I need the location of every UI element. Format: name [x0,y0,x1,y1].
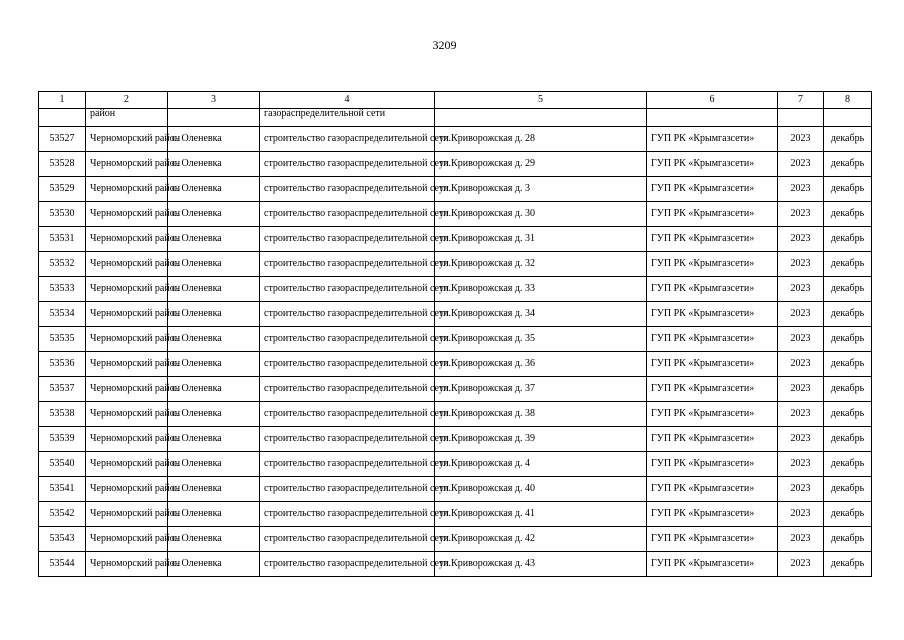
cell-num: 53539 [39,427,86,452]
cell-year: 2023 [778,327,824,352]
cell-num: 53534 [39,302,86,327]
cell-address: ул.Криворожская д. 39 [435,427,647,452]
cell-settlement: с. Оленевка [168,477,260,502]
cell-month: декабрь [824,227,872,252]
column-header: 8 [824,92,872,109]
cell-settlement: с. Оленевка [168,352,260,377]
cell-year [778,109,824,127]
cell-org: ГУП РК «Крымгазсети» [647,152,778,177]
cell-work: строительство газораспределительной сети [260,127,435,152]
cell-num: 53540 [39,452,86,477]
cell-work: строительство газораспределительной сети [260,327,435,352]
cell-address: ул.Криворожская д. 28 [435,127,647,152]
cell-settlement: с. Оленевка [168,127,260,152]
cell-year: 2023 [778,352,824,377]
cell-year: 2023 [778,552,824,577]
cell-num: 53527 [39,127,86,152]
cell-org: ГУП РК «Крымгазсети» [647,202,778,227]
cell-work: строительство газораспределительной сети [260,227,435,252]
cell-num: 53533 [39,277,86,302]
table-row [39,402,872,427]
cell-month: декабрь [824,552,872,577]
table-row [39,302,872,327]
cell-district: Черноморский район [86,402,168,427]
cell-work: строительство газораспределительной сети [260,277,435,302]
cell-address [435,109,647,127]
cell-work: строительство газораспределительной сети [260,302,435,327]
cell-district: Черноморский район [86,552,168,577]
cell-district: Черноморский район [86,502,168,527]
cell-month: декабрь [824,127,872,152]
table-row [39,552,872,577]
column-header-row [39,92,872,109]
cell-org: ГУП РК «Крымгазсети» [647,377,778,402]
cell-org: ГУП РК «Крымгазсети» [647,452,778,477]
table-row [39,452,872,477]
cell-work: строительство газораспределительной сети [260,152,435,177]
cell-num: 53542 [39,502,86,527]
cell-num: 53536 [39,352,86,377]
cell-month: декабрь [824,402,872,427]
cell-settlement: с. Оленевка [168,402,260,427]
table-row [39,377,872,402]
cell-district: Черноморский район [86,227,168,252]
cell-month: декабрь [824,427,872,452]
data-table [38,91,872,577]
cell-work: строительство газораспределительной сети [260,177,435,202]
cell-work: строительство газораспределительной сети [260,402,435,427]
cell-address: ул.Криворожская д. 42 [435,527,647,552]
cell-address: ул.Криворожская д. 34 [435,302,647,327]
cell-org: ГУП РК «Крымгазсети» [647,402,778,427]
cell-settlement: с. Оленевка [168,302,260,327]
cell-month: декабрь [824,302,872,327]
table-row [39,502,872,527]
cell-year: 2023 [778,152,824,177]
cell-district: Черноморский район [86,277,168,302]
cell-month: декабрь [824,202,872,227]
cell-month: декабрь [824,352,872,377]
table-row [39,252,872,277]
cell-month: декабрь [824,527,872,552]
cell-num: 53535 [39,327,86,352]
cell-work: строительство газораспределительной сети [260,527,435,552]
cell-district: Черноморский район [86,127,168,152]
cell-work: строительство газораспределительной сети [260,477,435,502]
cell-district: Черноморский район [86,377,168,402]
cell-settlement: с. Оленевка [168,552,260,577]
cell-year: 2023 [778,277,824,302]
cell-year: 2023 [778,302,824,327]
cell-month: декабрь [824,177,872,202]
cell-address: ул.Криворожская д. 43 [435,552,647,577]
cell-work: строительство газораспределительной сети [260,202,435,227]
table-row [39,227,872,252]
cell-year: 2023 [778,402,824,427]
cell-work: строительство газораспределительной сети [260,502,435,527]
cell-org: ГУП РК «Крымгазсети» [647,527,778,552]
column-header: 2 [86,92,168,109]
cell-year: 2023 [778,227,824,252]
cell-district: Черноморский район [86,427,168,452]
cell-work: строительство газораспределительной сети [260,377,435,402]
cell-settlement: с. Оленевка [168,527,260,552]
cell-work: строительство газораспределительной сети [260,252,435,277]
cell-work: строительство газораспределительной сети [260,552,435,577]
cell-settlement: с. Оленевка [168,277,260,302]
cell-year: 2023 [778,127,824,152]
cell-address: ул.Криворожская д. 35 [435,327,647,352]
cell-address: ул.Криворожская д. 29 [435,152,647,177]
cell-num: 53530 [39,202,86,227]
cell-month: декабрь [824,377,872,402]
page-number: 3209 [432,38,457,52]
cell-settlement: с. Оленевка [168,152,260,177]
cell-num: 53528 [39,152,86,177]
cell-org: ГУП РК «Крымгазсети» [647,252,778,277]
table-row [39,477,872,502]
cell-address: ул.Криворожская д. 40 [435,477,647,502]
cell-month [824,109,872,127]
cell-year: 2023 [778,477,824,502]
cell-district: Черноморский район [86,477,168,502]
cell-year: 2023 [778,377,824,402]
cell-year: 2023 [778,452,824,477]
cell-settlement: с. Оленевка [168,252,260,277]
cell-settlement: с. Оленевка [168,177,260,202]
cell-district: Черноморский район [86,252,168,277]
cell-settlement: с. Оленевка [168,327,260,352]
column-header: 1 [39,92,86,109]
cell-work: строительство газораспределительной сети [260,427,435,452]
cell-month: декабрь [824,277,872,302]
cell-year: 2023 [778,202,824,227]
table-row [39,277,872,302]
cell-district: Черноморский район [86,302,168,327]
cell-month: декабрь [824,452,872,477]
cell-address: ул.Криворожская д. 38 [435,402,647,427]
cell-num [39,109,86,127]
column-header: 4 [260,92,435,109]
cell-district: Черноморский район [86,327,168,352]
table-row [39,177,872,202]
cell-address: ул.Криворожская д. 36 [435,352,647,377]
cell-year: 2023 [778,427,824,452]
cell-org: ГУП РК «Крымгазсети» [647,302,778,327]
table-row [39,352,872,377]
cell-address: ул.Криворожская д. 41 [435,502,647,527]
cell-year: 2023 [778,252,824,277]
column-header: 6 [647,92,778,109]
cell-num: 53531 [39,227,86,252]
column-header: 7 [778,92,824,109]
cell-org: ГУП РК «Крымгазсети» [647,552,778,577]
cell-num: 53543 [39,527,86,552]
cell-org: ГУП РК «Крымгазсети» [647,502,778,527]
table-row [39,202,872,227]
cell-month: декабрь [824,252,872,277]
cell-district: район [86,109,168,127]
cell-num: 53541 [39,477,86,502]
column-header: 5 [435,92,647,109]
cell-work: строительство газораспределительной сети [260,352,435,377]
cell-address: ул.Криворожская д. 3 [435,177,647,202]
cell-num: 53544 [39,552,86,577]
cell-month: декабрь [824,152,872,177]
table-row [39,152,872,177]
cell-settlement: с. Оленевка [168,427,260,452]
cell-org: ГУП РК «Крымгазсети» [647,227,778,252]
cell-num: 53529 [39,177,86,202]
cell-address: ул.Криворожская д. 33 [435,277,647,302]
cell-settlement: с. Оленевка [168,227,260,252]
cell-month: декабрь [824,477,872,502]
cell-org: ГУП РК «Крымгазсети» [647,477,778,502]
cell-year: 2023 [778,527,824,552]
cell-org: ГУП РК «Крымгазсети» [647,327,778,352]
table-row [39,527,872,552]
cell-district: Черноморский район [86,527,168,552]
cell-num: 53532 [39,252,86,277]
cell-org: ГУП РК «Крымгазсети» [647,127,778,152]
cell-address: ул.Криворожская д. 30 [435,202,647,227]
cell-work: газораспределительной сети [260,109,435,127]
cell-year: 2023 [778,177,824,202]
cell-org: ГУП РК «Крымгазсети» [647,177,778,202]
column-header: 3 [168,92,260,109]
cell-org: ГУП РК «Крымгазсети» [647,277,778,302]
cell-district: Черноморский район [86,152,168,177]
cell-address: ул.Криворожская д. 4 [435,452,647,477]
cell-settlement [168,109,260,127]
cell-district: Черноморский район [86,177,168,202]
cell-org: ГУП РК «Крымгазсети» [647,427,778,452]
cell-address: ул.Криворожская д. 31 [435,227,647,252]
cell-month: декабрь [824,502,872,527]
cell-district: Черноморский район [86,202,168,227]
cell-settlement: с. Оленевка [168,502,260,527]
cell-month: декабрь [824,327,872,352]
cell-org [647,109,778,127]
table-row [39,427,872,452]
cell-address: ул.Криворожская д. 32 [435,252,647,277]
cell-year: 2023 [778,502,824,527]
cell-org: ГУП РК «Крымгазсети» [647,352,778,377]
cell-settlement: с. Оленевка [168,377,260,402]
cell-district: Черноморский район [86,452,168,477]
cell-settlement: с. Оленевка [168,452,260,477]
cell-settlement: с. Оленевка [168,202,260,227]
table-row [39,327,872,352]
cell-num: 53537 [39,377,86,402]
cell-work: строительство газораспределительной сети [260,452,435,477]
table-row [39,127,872,152]
cell-address: ул.Криворожская д. 37 [435,377,647,402]
continuation-row [39,109,872,127]
cell-district: Черноморский район [86,352,168,377]
cell-num: 53538 [39,402,86,427]
